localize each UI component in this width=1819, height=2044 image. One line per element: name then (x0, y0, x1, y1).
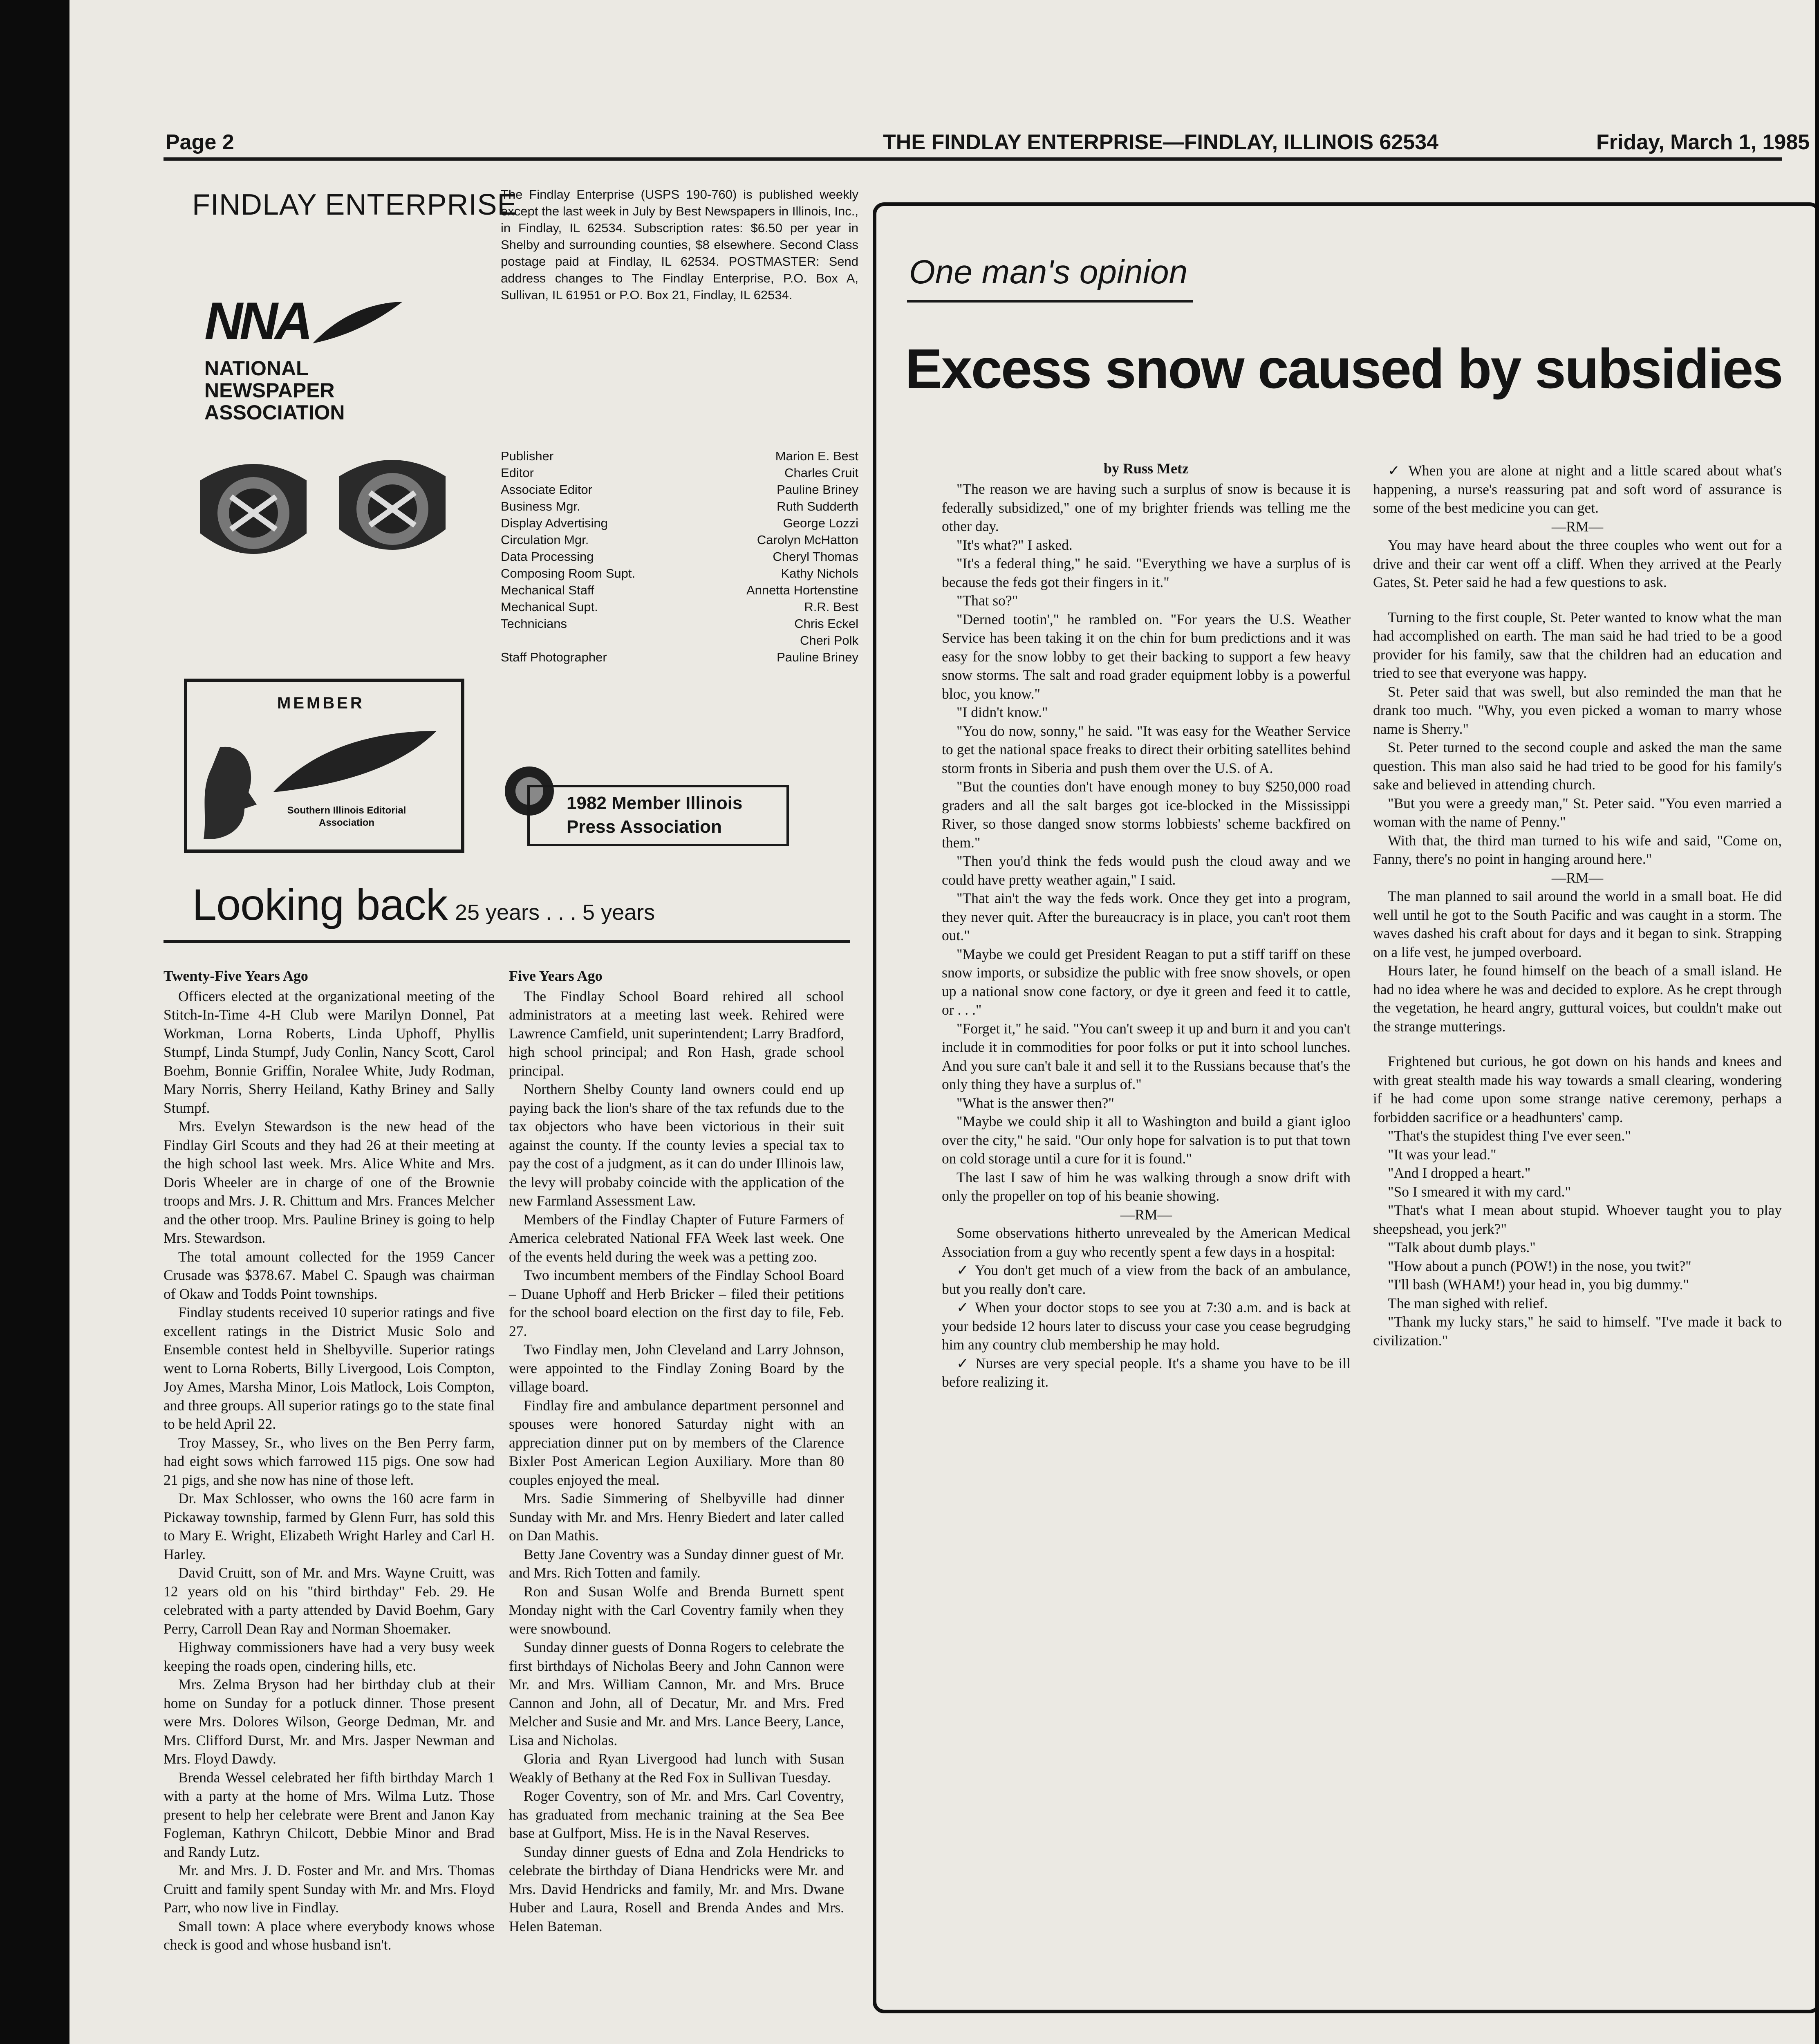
staff-name: Cheryl Thomas (773, 549, 858, 564)
paragraph: Northern Shelby County land owners could end up paying back the lion's share of the tax refunds due to the tax objectors who have been victorious in their suit against the county. If the county levies a special tax to pay the cost of a judgment, as it can do under Illinois law, the levy will probaby coincide with the application of the new Farmland Assessment Law. (509, 1081, 844, 1209)
paragraph: Frightened but curious, he got down on his hands and knees and with great stealth made his way towards a small clearing, wondering if he had come upon some strange native ceremony, perhaps a forbidden sacrifice or a headhunters' camp. (1373, 1053, 1782, 1125)
paragraph: Some observations hitherto unrevealed by the American Medical Association from a guy who recently spent a few days in a hospital: (942, 1225, 1351, 1260)
opinion-byline: by Russ Metz (1104, 460, 1189, 477)
staff-row (501, 565, 858, 582)
paragraph: Ron and Susan Wolfe and Brenda Burnett spent Monday night with the Carl Coventry family when they were snowbound. (509, 1583, 844, 1637)
paragraph: Two incumbent members of the Findlay School Board – Duane Uphoff and Herb Bricker – filed their petitions for the school board election on the first day to file, Feb. 27. (509, 1267, 844, 1339)
paragraph: Troy Massey, Sr., who lives on the Ben Perry farm, had eight sows which farrowed 115 pigs. One sow had 21 pigs, and she now has nine of those left. (164, 1434, 495, 1488)
staff-row (501, 515, 858, 531)
paragraph: "So I smeared it with my card." (1388, 1183, 1571, 1200)
paragraph: "How about a punch (POW!) in the nose, you twit?" (1388, 1257, 1691, 1274)
staff-name: Kathy Nichols (781, 566, 858, 580)
staff-role: Circulation Mgr. (501, 533, 589, 547)
opinion-col-2 (1373, 462, 1782, 1350)
paragraph: Officers elected at the organizational meeting of the Stitch-In-Time 4-H Club were Marilyn Donnel, Pat Workman, Lorna Roberts, Linda Uphoff, Phyllis Stumpf, Linda Stumpf, Judy Conlin, Nancy Scott, Carol Boehm, Bonnie Griffin, Noralee White, Judy Rodman, Mary Norris, Sherry Heiland, Kathy Briney and Sally Stumpf. (164, 988, 495, 1116)
staff-role: Display Advertising (501, 516, 608, 530)
paragraph: "But the counties don't have enough money to buy $250,000 road graders and all the salt barges got ice-blocked in the Mississippi River, so those danged snow storms lobbiests' scheme backfired on them." (942, 778, 1351, 851)
paragraph: "Maybe we could get President Reagan to put a stiff tariff on these snow imports, or subsidize the public with free snow shovels, or open up a national snow cone factory, or dye it green and feed it to cattle, or . . ." (942, 946, 1351, 1018)
paragraph: "That's the stupidest thing I've ever seen." (1388, 1127, 1631, 1144)
staff-name: Chris Eckel (794, 616, 858, 631)
nna-logo-mark: NNA (204, 291, 310, 351)
staff-row (501, 498, 858, 515)
opinion-kicker: One man's opinion (909, 253, 1188, 291)
sieaa-name: Southern Illinois Editorial Association (287, 805, 406, 828)
paragraph: Members of the Findlay Chapter of Future Farmers of America celebrated National FFA Week last week. One of the events held during the week was a petting zoo. (509, 1211, 844, 1265)
paragraph: Small town: A place where everybody knows whose check is good and whose husband isn't. (164, 1918, 495, 1953)
opinion-col-1 (942, 459, 1351, 1392)
paragraph: Mrs. Evelyn Stewardson is the new head of the Findlay Girl Scouts and they had 26 at their meeting at the high school last week. Mrs. Alice White and Mrs. Doris Wheeler are in charge of one of the Brownie troops and Mrs. J. R. Chittum and Mrs. Frances Melcher and the other troop. Mrs. Pauline Briney is going to help Mrs. Stewardson. (164, 1118, 495, 1246)
looking-back-col-2 (509, 967, 844, 1936)
looking-back-rule (164, 940, 850, 943)
paragraph: St. Peter said that was swell, but also reminded the man that he drank too much. "Why, you even picked a woman to marry whose name is Sherry." (1373, 683, 1782, 737)
paragraph: St. Peter turned to the second couple and asked the man the same question. This man also said he had tried to be good for his family's sake and believed in attending church. (1373, 739, 1782, 793)
paragraph: Mrs. Sadie Simmering of Shelbyville had dinner Sunday with Mr. and Mrs. Henry Biedert and later called on Dan Mathis. (509, 1490, 844, 1544)
looking-back-subtitle: 25 years . . . 5 years (455, 900, 655, 925)
paragraph: Mr. and Mrs. J. D. Foster and Mr. and Mrs. Thomas Cruitt and family spent Sunday with Mr. and Mrs. Floyd Parr, who now live in Findlay. (164, 1862, 495, 1916)
staff-role: Data Processing (501, 549, 594, 564)
staff-role: Publisher (501, 449, 554, 463)
paragraph: Gloria and Ryan Livergood had lunch with Susan Weakly of Bethany at the Red Fox in Sullivan Tuesday. (509, 1750, 844, 1786)
page-number: Page 2 (166, 130, 234, 154)
paragraph: "What is the answer then?" (957, 1094, 1114, 1111)
paragraph: "Thank my lucky stars," he said to himself. "I've made it back to civilization." (1373, 1313, 1782, 1349)
paragraph: Betty Jane Coventry was a Sunday dinner guest of Mr. and Mrs. Rich Totten and family. (509, 1546, 844, 1581)
paragraph: "Derned tootin'," he rambled on. "For years the U.S. Weather Service has been taking it on the chin for bum predictions and it was easy for the snow lobby to get their backing to support a few heavy snow storms. The salt and road grader equipment lobby is a powerful bloc, you know." (942, 611, 1351, 702)
opinion-col2-paragraphs (1373, 462, 1782, 1350)
paragraph: —RM— (1120, 1206, 1172, 1223)
staff-role: Mechanical Supt. (501, 600, 598, 614)
paragraph: "That ain't the way the feds work. Once they get into a program, they never quit. After the bureaucracy is in place, you can't root them out." (942, 890, 1351, 944)
paragraph: "But you were a greedy man," St. Peter said. "You even married a woman with the name of Penny." (1373, 795, 1782, 830)
staff-row (501, 548, 858, 565)
paragraph: Brenda Wessel celebrated her fifth birthday March 1 with a party at the home of Mrs. Wilma Lutz. Those present to help her celebrate were Brent and Janon Kay Fogleman, Kathryn Chilcott, Debbie Minor and Brad and Randy Lutz. (164, 1769, 495, 1860)
paragraph: Sunday dinner guests of Edna and Zola Hendricks to celebrate the birthday of Diana Hendricks were Mr. and Mrs. David Hendricks and family, Mr. and Mrs. Dwane Huber and Laura, Rosell and Brenda Andes and Mrs. Helen Bateman. (509, 1843, 844, 1934)
paragraph: "It's a federal thing," he said. "Everything we have a surplus of is because the feds got their fingers in it." (942, 555, 1351, 590)
staff-name: George Lozzi (783, 516, 858, 530)
paragraph: Dr. Max Schlosser, who owns the 160 acre farm in Pickaway township, farmed by Glenn Furr, has sold this to Mary E. Wright, Elizabeth Wright Harley and Carl H. Harley. (164, 1490, 495, 1562)
col1-heading: Twenty-Five Years Ago (164, 968, 308, 984)
staff-role: Editor (501, 466, 534, 480)
paragraph: The last I saw of him he was walking through a snow drift with only the propeller on top of his beanie showing. (942, 1169, 1351, 1204)
paragraph: "You do now, sonny," he said. "It was easy for the Weather Service to get the national space freaks to direct their orbiting satellites behind storm fronts in Siberia and push them over the U.S. of A. (942, 722, 1351, 776)
paragraph: You may have heard about the three couples who went out for a drive and their car went off a cliff. When they arrived at the Pearly Gates, St. Peter said he had a few questions to ask. (1373, 537, 1782, 590)
col2-paragraphs (509, 987, 844, 1936)
opinion-headline: Excess snow caused by subsidies (905, 338, 1782, 400)
paragraph: "It was your lead." (1388, 1146, 1496, 1163)
member-label: MEMBER (277, 694, 365, 712)
looking-back-col-1 (164, 967, 495, 1954)
paragraph: "I'll bash (WHAM!) your head in, you big dummy." (1388, 1276, 1689, 1293)
paper-name: THE FINDLAY ENTERPRISE—FINDLAY, ILLINOIS 62534 (883, 130, 1439, 154)
paragraph: The total amount collected for the 1959 Cancer Crusade was $378.67. Mabel C. Spaugh was chairman of Okaw and Todds Point townships. (164, 1248, 495, 1302)
staff-name: Carolyn McHatton (757, 533, 858, 547)
col1-paragraphs (164, 987, 495, 1954)
staff-row (501, 632, 858, 649)
staff-name: Pauline Briney (777, 482, 858, 497)
paragraph: "That so?" (957, 592, 1018, 609)
masthead-title: FINDLAY ENTERPRISE (192, 188, 517, 221)
newspaper-page (69, 0, 1815, 2044)
staff-name: Ruth Sudderth (777, 499, 858, 513)
paragraph: Two Findlay men, John Cleveland and Larry Johnson, were appointed to the Findlay Zoning Board by the village board. (509, 1341, 844, 1395)
paragraph: David Cruitt, son of Mr. and Mrs. Wayne Cruitt, was 12 years old on his "third birthday" Feb. 29. He celebrated with a party attended by David Boehm, Gary Perry, Carroll Dean Ray and Norman Shoemaker. (164, 1564, 495, 1637)
paragraph: "That's what I mean about stupid. Whoever taught you to play sheepshead, you jerk?" (1373, 1202, 1782, 1237)
paragraph: —RM— (1551, 869, 1604, 886)
staff-row (501, 598, 858, 615)
staff-role: Staff Photographer (501, 650, 607, 664)
staff-role: Associate Editor (501, 482, 592, 497)
header-rule (164, 157, 1782, 161)
paragraph: ✓ When your doctor stops to see you at 7:30 a.m. and is back at your bedside 12 hours later to discuss your case you cease begrudging him any country club membership he may hold. (942, 1299, 1351, 1353)
issue-date: Friday, March 1, 1985 (1596, 130, 1810, 154)
paragraph: Roger Coventry, son of Mr. and Mrs. Carl Coventry, has graduated from mechanic training at the Sea Bee base at Gulfport, Miss. He is in the Naval Reserves. (509, 1788, 844, 1841)
staff-name: Pauline Briney (777, 650, 858, 664)
paragraph: With that, the third man turned to his wife and said, "Come on, Fanny, there's no point in hanging around here." (1373, 832, 1782, 867)
paragraph: "Then you'd think the feds would push the cloud away and we could have pretty weather again," I said. (942, 853, 1351, 888)
seal-icon-1 (192, 452, 315, 574)
paragraph: —RM— (1551, 518, 1604, 535)
staff-name: Charles Cruit (784, 466, 858, 480)
looking-back-title (192, 879, 655, 930)
paragraph: The Findlay School Board rehired all school administrators at a meeting last week. Rehired were Lawrence Camfield, unit superintendent; Larry Bradford, high school principal; and Ron Hash, grade school principal. (509, 988, 844, 1079)
nna-logo (204, 291, 417, 424)
sieaa-member-badge (184, 679, 464, 853)
staff-row (501, 481, 858, 498)
seal-icon-2 (331, 448, 454, 570)
head-profile-icon (195, 743, 261, 841)
ipa-member-badge (503, 760, 789, 854)
paragraph: "Talk about dumb plays." (1388, 1239, 1536, 1255)
paragraph: "It's what?" I asked. (957, 536, 1073, 553)
opinion-col1-paragraphs (942, 480, 1351, 1392)
staff-role: Composing Room Supt. (501, 566, 636, 580)
quill-icon-large (269, 727, 441, 796)
ipa-label: 1982 Member Illinois Press Association (527, 785, 789, 846)
paragraph: Sunday dinner guests of Donna Rogers to celebrate the first birthdays of Nicholas Beery and John Cannon were Mr. and Mrs. William Cannon, Mr. and Mrs. Bruce Cannon and John, all of Decatur, Mr. and Mrs. Fred Melcher and Susie and Mr. and Mrs. Lance Beery, Lance, Lisa and Nicholas. (509, 1639, 844, 1748)
paragraph: ✓ You don't get much of a view from the back of an ambulance, but you really don't care. (942, 1262, 1351, 1297)
staff-name: Marion E. Best (775, 449, 858, 463)
col2-heading: Five Years Ago (509, 968, 603, 984)
staff-role: Mechanical Staff (501, 583, 594, 597)
opinion-box (873, 202, 1815, 2013)
paragraph: Hours later, he found himself on the beach of a small island. He had no idea where he was and decided to explore. As he crept through the vegetation, he heard angry, guttural voices, but couldn't make out the strange mutterings. (1373, 962, 1782, 1035)
paragraph: ✓ When you are alone at night and a little scared about what's happening, a nurse's reassuring pat and soft word of assurance is some of the best medicine you can get. (1373, 462, 1782, 516)
staff-row (501, 464, 858, 481)
paragraph: Mrs. Zelma Bryson had her birthday club at their home on Sunday for a potluck dinner. Those present were Mrs. Dolores Wilson, George Dedman, Mr. and Mrs. Clifford Durst, Mr. and Mrs. Jasper Newman and Mrs. Floyd Dawdy. (164, 1676, 495, 1767)
staff-row (501, 531, 858, 548)
looking-back-heading: Looking back (192, 880, 448, 929)
staff-row (501, 649, 858, 666)
staff-row (501, 615, 858, 632)
paragraph: Highway commissioners have had a very busy week keeping the roads open, cindering hills, etc. (164, 1639, 495, 1674)
nna-label: NATIONAL NEWSPAPER ASSOCIATION (204, 357, 345, 424)
paragraph: Findlay students received 10 superior ratings and five excellent ratings in the District Music Solo and Ensemble contest held in Shelbyville. Superior ratings went to Lorna Roberts, Billy Livergood, Lois Compton, Joy Ames, Marsha Minor, Lois Matlock, Lois Compton, and three groups. All superior ratings go to the state final to be held April 22. (164, 1304, 495, 1432)
paragraph: The man sighed with relief. (1388, 1295, 1548, 1311)
paragraph: Turning to the first couple, St. Peter wanted to know what the man had accomplished on earth. The man said he had tried to be a good provider for his family, saw that the children had an education and tried to see that everyone was happy. (1373, 609, 1782, 681)
staff-row (501, 448, 858, 464)
paragraph: "Forget it," he said. "You can't sweep it up and burn it and you can't include it in commodities for poor folks or put it into school lunches. And you sure can't bale it and sell it to the Russians because that's the only thing they have a surplus of." (942, 1020, 1351, 1092)
staff-name: Annetta Hortenstine (746, 583, 858, 597)
staff-name: Cheri Polk (800, 633, 858, 648)
paragraph: ✓ Nurses are very special people. It's a shame you have to be ill before realizing it. (942, 1355, 1351, 1390)
paragraph: "And I dropped a heart." (1388, 1165, 1531, 1181)
paragraph: Findlay fire and ambulance department personnel and spouses were honored Saturday night with an appreciation dinner put on by members of the Clarence Bixler Post American Legion Auxiliary. More than 80 couples enjoyed the meal. (509, 1397, 844, 1488)
quill-icon (311, 298, 405, 347)
paragraph: "The reason we are having such a surplus of snow is because it is federally subsidized," one of my brighter friends was telling me the other day. (942, 481, 1351, 534)
paragraph: "Maybe we could ship it all to Washington and build a giant igloo over the city," he said. "Our only hope for salvation is to put that town on cold storage until a cure for it is found." (942, 1113, 1351, 1167)
staff-role: Technicians (501, 616, 567, 631)
paragraph: The man planned to sail around the world in a small boat. He did well until he got to the South Pacific and was caught in a storm. The waves dashed his craft about for days and it began to sink. Strapping on a life vest, he jumped overboard. (1373, 888, 1782, 960)
kicker-rule (907, 300, 1193, 303)
masthead-statement: The Findlay Enterprise (USPS 190-760) is published weekly except the last week in July by Best Newspapers in Illinois, Inc., in Findlay, IL 62534. Subscription rates: $6.50 per year in Shelby and surrounding counties, $8 elsewhere. Second Class postage paid at Findlay, IL 62534. POSTMASTER: Send address changes to The Findlay Enterprise, P.O. Box A, Sullivan, IL 61951 or P.O. Box 21, Findlay, IL 62534. (501, 187, 858, 302)
staff-list (501, 448, 858, 666)
paragraph: "I didn't know." (957, 704, 1048, 720)
staff-name: R.R. Best (804, 600, 858, 614)
staff-row (501, 582, 858, 598)
staff-role: Business Mgr. (501, 499, 580, 513)
